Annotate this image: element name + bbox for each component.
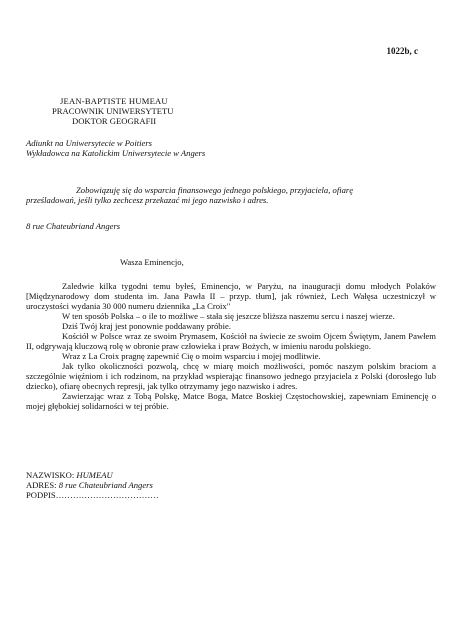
form-footer	[26, 470, 159, 500]
author-name: JEAN-BAPTISTE HUMEAU	[60, 96, 168, 106]
address-value: 8 rue Chateubriand Angers	[58, 480, 153, 490]
signature-row	[26, 490, 159, 500]
name-label: NAZWISKO:	[26, 470, 75, 480]
salutation: Wasza Eminencjo,	[120, 257, 184, 267]
letterhead	[52, 96, 260, 126]
paragraph: Wraz z La Croix pragnę zapewnić Cię o moim wsparciu i mojej modlitwie.	[62, 351, 321, 361]
name-row	[26, 470, 159, 480]
commitment-line: Zobowiązuję się do wsparcia finansowego jednego polskiego, przyjaciela, ofiarę	[76, 185, 354, 195]
author-role: PRACOWNIK UNIWERSYTETU	[52, 106, 174, 116]
commitment-line: prześladowań, jeśli tylko zechcesz przekazać mi jego nazwisko i adres.	[26, 195, 269, 205]
address-row	[26, 480, 159, 490]
letter-body	[26, 281, 436, 411]
author-degree: DOKTOR GEOGRAFII	[72, 116, 157, 126]
paragraph: Dziś Twój kraj jest ponownie poddawany próbie.	[62, 321, 231, 331]
address-label: ADRES:	[26, 480, 57, 490]
paragraph: Kościół w Polsce wraz ze swoim Prymasem, Kościół na świecie ze swoim Ojcem Świętym, Janem Pawłem II, odgrywają kluczową rolę w obronie praw człowieka i praw Bożych, w imieniu narodu polskiego.	[26, 331, 436, 351]
affiliations	[26, 138, 205, 158]
sender-address: 8 rue Chateubriand Angers	[26, 221, 121, 231]
document-number: 1022b, c	[386, 46, 418, 56]
paragraph: Zawierzając wraz z Tobą Polskę, Matce Boga, Matce Boskiej Częstochowskiej, zapewniam Eminencję o mojej głębokiej solidarności w tej próbie.	[26, 391, 436, 411]
paragraph: Zaledwie kilka tygodni temu byłeś, Eminencjo, w Paryżu, na inauguracji domu młodych Polaków [Międzynarodowy dom studenta im. Jana Pawła II – przyp. tłum], jak również, Lech Wałęsa uczestniczył w uroczystości wydania 30 000 numeru dziennika „La Croix"	[26, 281, 436, 311]
signature-line: ………………………………	[55, 490, 159, 500]
commitment-statement	[26, 185, 404, 205]
paragraph: W ten sposób Polska – o ile to możliwe – stała się jeszcze bliższa naszemu sercu i naszej wierze.	[62, 311, 395, 321]
affiliation-line: Adiunkt na Uniwersytecie w Poitiers	[26, 138, 153, 148]
name-value: HUMEAU	[76, 470, 113, 480]
affiliation-line: Wykładowca na Katolickim Uniwersytecie w Angers	[26, 148, 206, 158]
paragraph: Jak tylko okoliczności pozwolą, chcę w miarę moich możliwości, pomóc naszym polskim braciom a szczególnie więźniom i ich rodzinom, na przykład wspierając finansowo jednego przyjaciela z Polski (dorosłego lub dziecko), ofiarę obecnych represji, jak tylko otrzymamy jego nazwisko i adres.	[26, 361, 436, 391]
signature-label: PODPIS	[26, 490, 56, 500]
